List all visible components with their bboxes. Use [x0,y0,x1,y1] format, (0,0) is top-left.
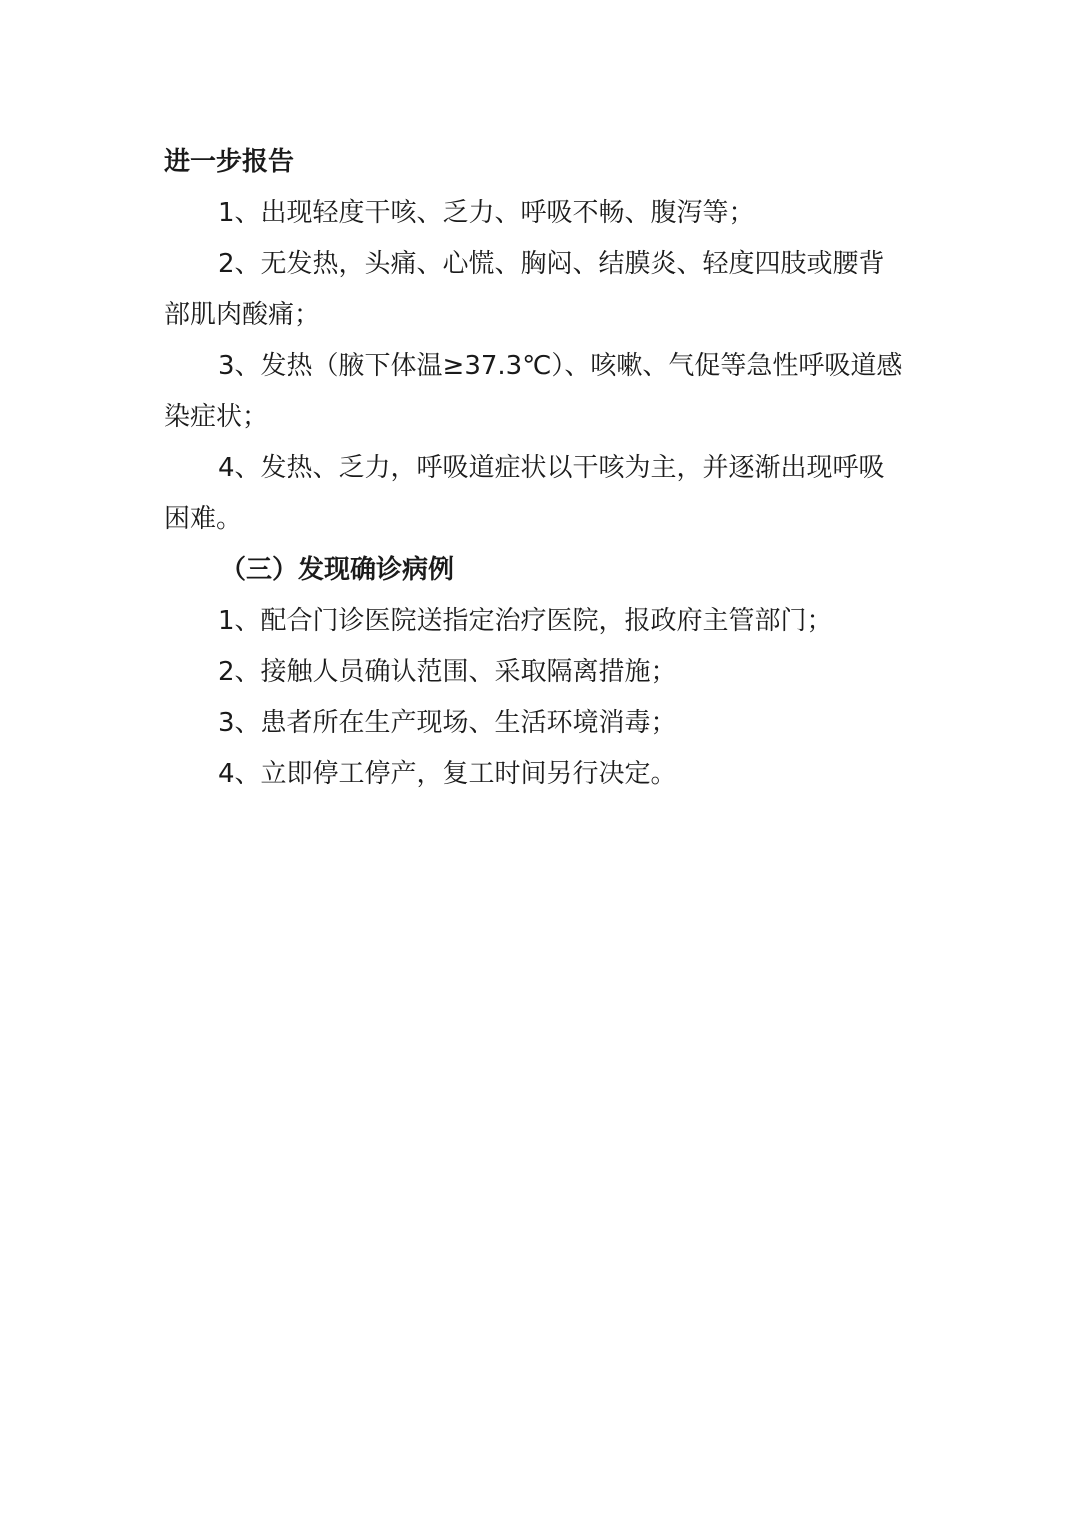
report-item-3-continued: 染症状； [164,402,269,432]
report-item-2: 2、无发热，头痛、心慌、胸闷、结膜炎、轻度四肢或腰背 [218,249,885,279]
confirmed-item-4: 4、立即停工停产，复工时间另行决定。 [218,759,677,789]
report-item-4: 4、发热、乏力，呼吸道症状以干咳为主，并逐渐出现呼吸 [218,453,885,483]
confirmed-item-2: 2、接触人员确认范围、采取隔离措施； [218,657,677,687]
confirmed-item-3: 3、患者所在生产现场、生活环境消毒； [218,708,677,738]
section-title-confirmed-cases: （三）发现确诊病例 [220,555,455,585]
report-item-3: 3、发热（腋下体温≥37.3℃）、咳嗽、气促等急性呼吸道感 [218,351,903,381]
report-heading: 进一步报告 [164,147,295,177]
report-item-4-continued: 困难。 [164,504,243,534]
report-item-1: 1、出现轻度干咳、乏力、呼吸不畅、腹泻等； [218,198,755,228]
confirmed-item-1: 1、配合门诊医院送指定治疗医院，报政府主管部门； [218,606,833,636]
document-body [164,137,920,800]
report-item-2-continued: 部肌肉酸痛； [164,300,321,330]
